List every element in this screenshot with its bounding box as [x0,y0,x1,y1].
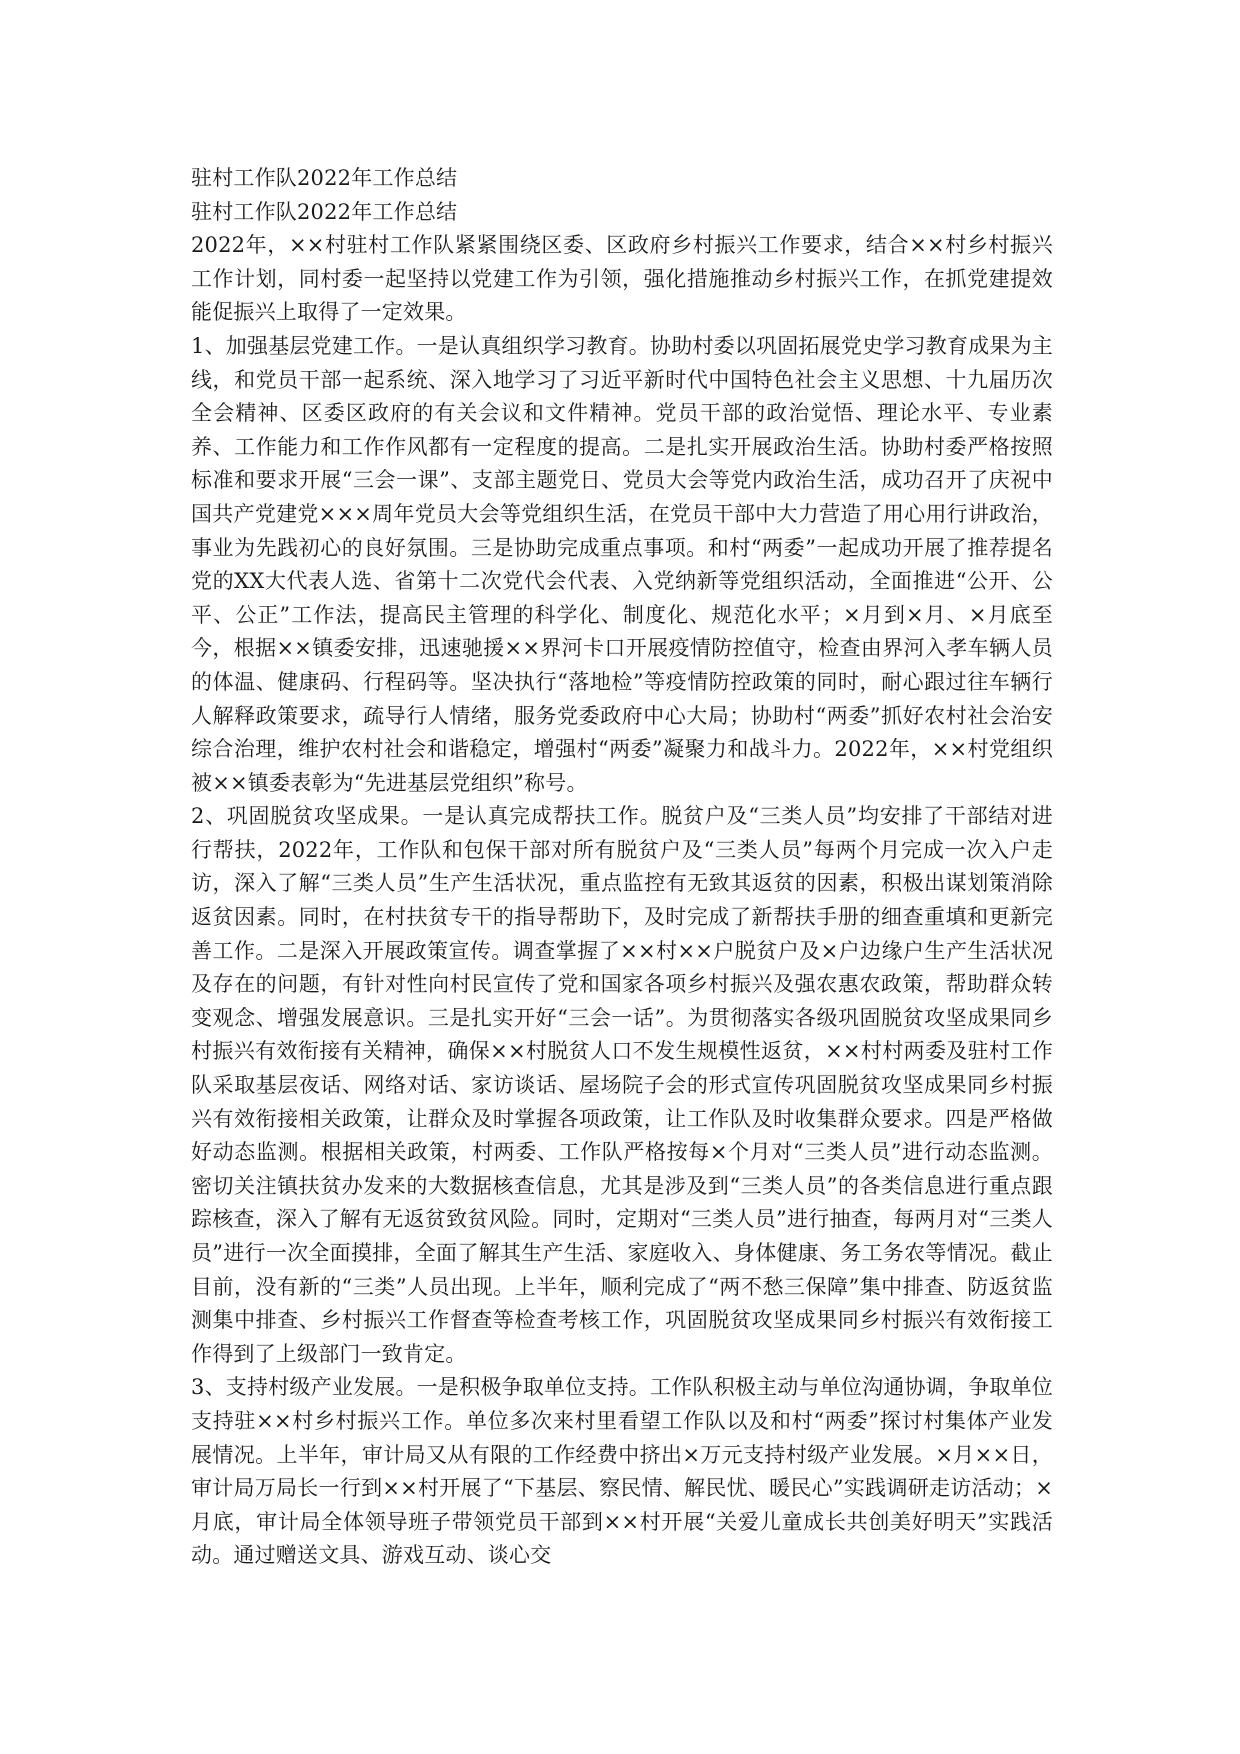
document-title: 驻村工作队2022年工作总结 [191,166,458,190]
section-3-paragraph: 3、支持村级产业发展。一是积极争取单位支持。工作队积极主动与单位沟通协调，争取单位支持驻××村乡村振兴工作。单位多次来村里看望工作队以及和村“两委”探讨村集体产业发展情况。上半年，审计局又从有限的工作经费中挤出×万元支持村级产业发展。×月××日，审计局万局长一行到××村开展了“下基层、察民情、解民忧、暖民心”实践调研走访活动；×月底，审计局全体领导班子带领党员干部到××村开展“关爱儿童成长共创美好明天”实践活动。通过赠送文具、游戏互动、谈心交 [191,1375,1053,1568]
intro-paragraph: 2022年，××村驻村工作队紧紧围绕区委、区政府乡村振兴工作要求，结合××村乡村振兴工作计划，同村委一起坚持以党建工作为引领，强化措施推动乡村振兴工作，在抓党建提效能促振兴上取得了一定效果。 [191,233,1053,325]
section-2-paragraph: 2、巩固脱贫攻坚成果。一是认真完成帮扶工作。脱贫户及“三类人员”均安排了干部结对进行帮扶，2022年，工作队和包保干部对所有脱贫户及“三类人员”每两个月完成一次入户走访，深入了解“三类人员”生产生活状况，重点监控有无致其返贫的因素，积极出谋划策消除返贫因素。同时，在村扶贫专干的指导帮助下，及时完成了新帮扶手册的细查重填和更新完善工作。二是深入开展政策宣传。调查掌握了××村××户脱贫户及×户边缘户生产生活状况及存在的问题，有针对性向村民宣传了党和国家各项乡村振兴及强农惠农政策，帮助群众转变观念、增强发展意识。三是扎实开好“三会一话”。为贯彻落实各级巩固脱贫攻坚成果同乡村振兴有效衔接有关精神，确保××村脱贫人口不发生规模性返贫，××村村两委及驻村工作队采取基层夜话、网络对话、家访谈话、屋场院子会的形式宣传巩固脱贫攻坚成果同乡村振兴有效衔接相关政策，让群众及时掌握各项政策，让工作队及时收集群众要求。四是严格做好动态监测。根据相关政策，村两委、工作队严格按每×个月对“三类人员”进行动态监测。密切关注镇扶贫办发来的大数据核查信息，尤其是涉及到“三类人员”的各类信息进行重点跟踪核查，深入了解有无返贫致贫风险。同时，定期对“三类人员”进行抽查，每两月对“三类人员”进行一次全面摸排，全面了解其生产生活、家庭收入、身体健康、务工务农等情况。截止目前，没有新的“三类”人员出现。上半年，顺利完成了“两不愁三保障”集中排查、防返贫监测集中排查、乡村振兴工作督查等检查考核工作，巩固脱贫攻坚成果同乡村振兴有效衔接工作得到了上级部门一致肯定。 [191,804,1053,1366]
document-title-repeat: 驻村工作队2022年工作总结 [191,199,458,224]
document-body [191,162,1053,1573]
section-1-paragraph: 1、加强基层党建工作。一是认真组织学习教育。协助村委以巩固拓展党史学习教育成果为主线，和党员干部一起系统、深入地学习了习近平新时代中国特色社会主义思想、十九届历次全会精神、区委区政府的有关会议和文件精神。党员干部的政治觉悟、理论水平、专业素养、工作能力和工作作风都有一定程度的提高。二是扎实开展政治生活。协助村委严格按照标准和要求开展“三会一课”、支部主题党日、党员大会等党内政治生活，成功召开了庆祝中国共产党建党×××周年党员大会等党组织生活，在党员干部中大力营造了用心用行讲政治，事业为先践初心的良好氛围。三是协助完成重点事项。和村“两委”一起成功开展了推荐提名党的XX大代表人选、省第十二次党代会代表、入党纳新等党组织活动，全面推进“公开、公平、公正”工作法，提高民主管理的科学化、制度化、规范化水平；×月到×月、×月底至今，根据××镇委安排，迅速驰援××界河卡口开展疫情防控值守，检查由界河入孝车辆人员的体温、健康码、行程码等。坚决执行“落地检”等疫情防控政策的同时，耐心跟过往车辆行人解释政策要求，疏导行人情绪，服务党委政府中心大局；协助村“两委”抓好农村社会治安综合治理，维护农村社会和谐稳定，增强村“两委”凝聚力和战斗力。2022年，××村党组织被××镇委表彰为“先进基层党组织”称号。 [191,333,1053,795]
